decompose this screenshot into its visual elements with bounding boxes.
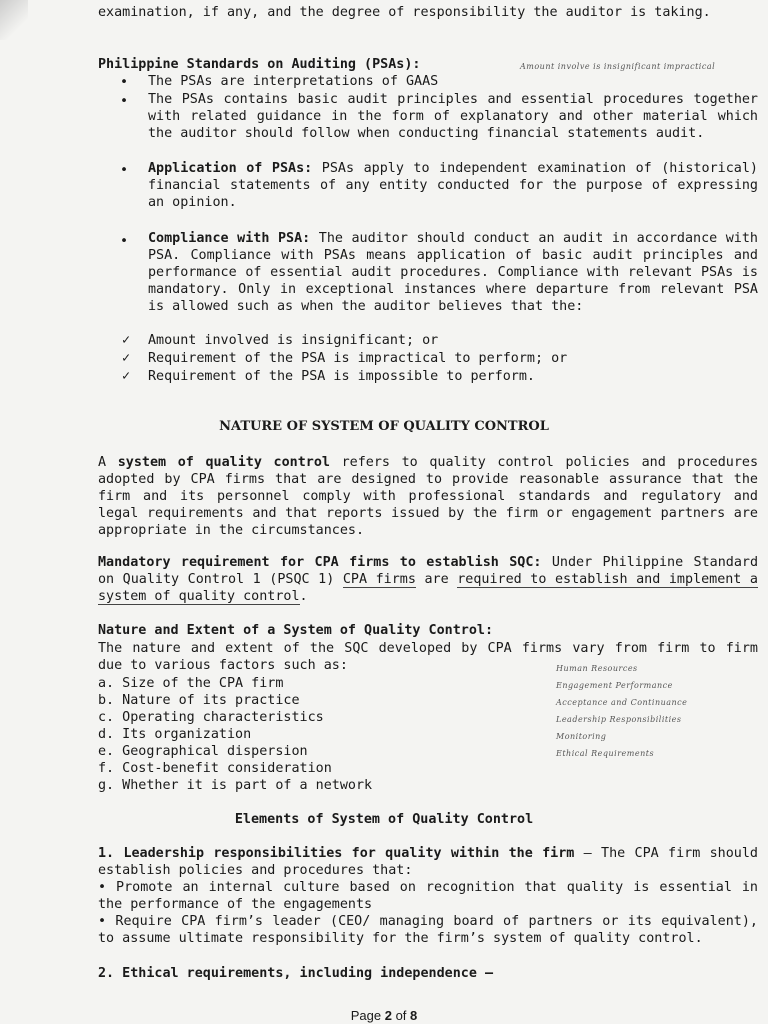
footer-page-total: 8 — [410, 1008, 418, 1023]
sqc-def-bold: system of quality control — [117, 455, 330, 470]
check-icon: ✓ — [122, 333, 131, 348]
psa-bullet-3-label: Application of PSAs: — [148, 161, 313, 176]
check-icon: ✓ — [122, 351, 131, 366]
page-footer — [0, 1007, 768, 1024]
factor-item: e. Geographical dispersion — [98, 744, 308, 759]
psa-bullet-4-text: The auditor should conduct an audit in accordance with PSA. Compliance with PSAs means application of basic audit principles and performance of essential audit procedures. Compliance with relevant PSAs is mandatory. Only in exceptional instances where departure from relevant PSA is allowed such as when the auditor believes that the: — [148, 231, 758, 314]
handwritten-note: Leadership Responsibilities — [556, 715, 682, 724]
sqc-definition — [98, 454, 758, 539]
elements-title: Elements of System of Quality Control — [234, 812, 534, 827]
factor-item: b. Nature of its practice — [98, 693, 300, 708]
bullet-dot: • — [120, 163, 129, 178]
element-1-bullet-2: • Require CPA firm’s leader (CEO/ managing board of partners or its equivalent), to assume ultimate responsibility for the firm’s system of quality control. — [98, 914, 758, 946]
sqc-title: NATURE OF SYSTEM OF QUALITY CONTROL — [219, 419, 549, 434]
element-1 — [98, 845, 758, 879]
footer-mid: of — [391, 1008, 411, 1023]
mandatory-label: Mandatory requirement for CPA firms to establish SQC: — [98, 555, 542, 570]
check-icon: ✓ — [122, 369, 131, 384]
factor-item: a. Size of the CPA firm — [98, 676, 284, 691]
factor-item: c. Operating characteristics — [98, 710, 324, 725]
mandatory-text-c: . — [299, 589, 308, 604]
mandatory-underline-1: CPA firms — [342, 572, 416, 587]
psa-bullet-1: The PSAs are interpretations of GAAS — [148, 74, 439, 89]
footer-page-number: 2 — [384, 1008, 392, 1023]
sqc-def-pre: A — [98, 455, 118, 470]
handwritten-note: Human Resources — [556, 664, 638, 673]
handwritten-elements-notes — [556, 660, 687, 762]
psa-heading-text: Philippine Standards on Auditing (PSAs): — [98, 57, 421, 72]
factor-item: g. Whether it is part of a network — [98, 778, 373, 793]
psa-bullet-3 — [148, 160, 758, 211]
bullet-dot: • — [120, 75, 129, 90]
nature-text: The nature and extent of the SQC developed by CPA firms vary from firm to firm due to various factors such as: — [98, 641, 758, 673]
page-fold-shadow — [0, 0, 28, 40]
mandatory-text-b: are — [415, 572, 458, 587]
footer-pre: Page — [350, 1008, 385, 1023]
element-2-label: 2. Ethical requirements, including independence – — [98, 966, 494, 981]
element-1-bullet-1: • Promote an internal culture based on recognition that quality is essential in the performance of the engagements — [98, 880, 758, 912]
psa-bullet-2: The PSAs contains basic audit principles and essential procedures together with related guidance in the form of explanatory and other material which the auditor should follow when conducting financial statements audit. — [148, 92, 758, 141]
psa-bullet-4 — [148, 230, 758, 315]
sqc-def-post: refers to quality control policies and procedures adopted by CPA firms that are designed to provide reasonable assurance that the firm and its personnel comply with professional standards and regulatory and legal requirements and that reports issued by the firm or engagement partners are appropriate in the circumstances. — [98, 455, 759, 538]
psa-bullet-4-label: Compliance with PSA: — [148, 231, 311, 246]
handwritten-note: Engagement Performance — [556, 681, 673, 690]
bullet-dot: • — [120, 234, 129, 249]
mandatory-text-a: Under Philippine Standard on Quality Control 1 (PSQC 1) — [98, 555, 759, 587]
bullet-dot: • — [120, 94, 129, 109]
nature-heading-text: Nature and Extent of a System of Quality Control: — [98, 623, 494, 638]
handwritten-note: Monitoring — [556, 732, 607, 741]
nature-heading — [98, 622, 758, 639]
factor-item: f. Cost-benefit consideration — [98, 761, 332, 776]
element-1-text: – The CPA firm should establish policies and procedures that: — [98, 846, 758, 878]
factor-item: d. Its organization — [98, 727, 252, 742]
mandatory-underline-2: required to establish and implement a system of quality control — [98, 572, 758, 604]
check-item: Amount involved is insignificant; or — [148, 333, 439, 348]
psa-bullet-3-text: PSAs apply to independent examination of (historical) financial statements of any entity conducted for the purpose of expressing an opinion. — [148, 161, 758, 210]
handwritten-note: Acceptance and Continuance — [556, 698, 688, 707]
check-item: Requirement of the PSA is impossible to perform. — [148, 369, 535, 384]
check-item: Requirement of the PSA is impractical to perform; or — [148, 351, 568, 366]
handwritten-note: Ethical Requirements — [556, 749, 655, 758]
mandatory-requirement — [98, 554, 758, 605]
top-text: examination, if any, and the degree of responsibility the auditor is taking. — [98, 5, 711, 20]
element-1-label: 1. Leadership responsibilities for quality within the firm — [98, 846, 575, 861]
element-2 — [98, 965, 758, 982]
handwritten-note-psa: Amount involve is insignificant impractical — [520, 62, 716, 71]
